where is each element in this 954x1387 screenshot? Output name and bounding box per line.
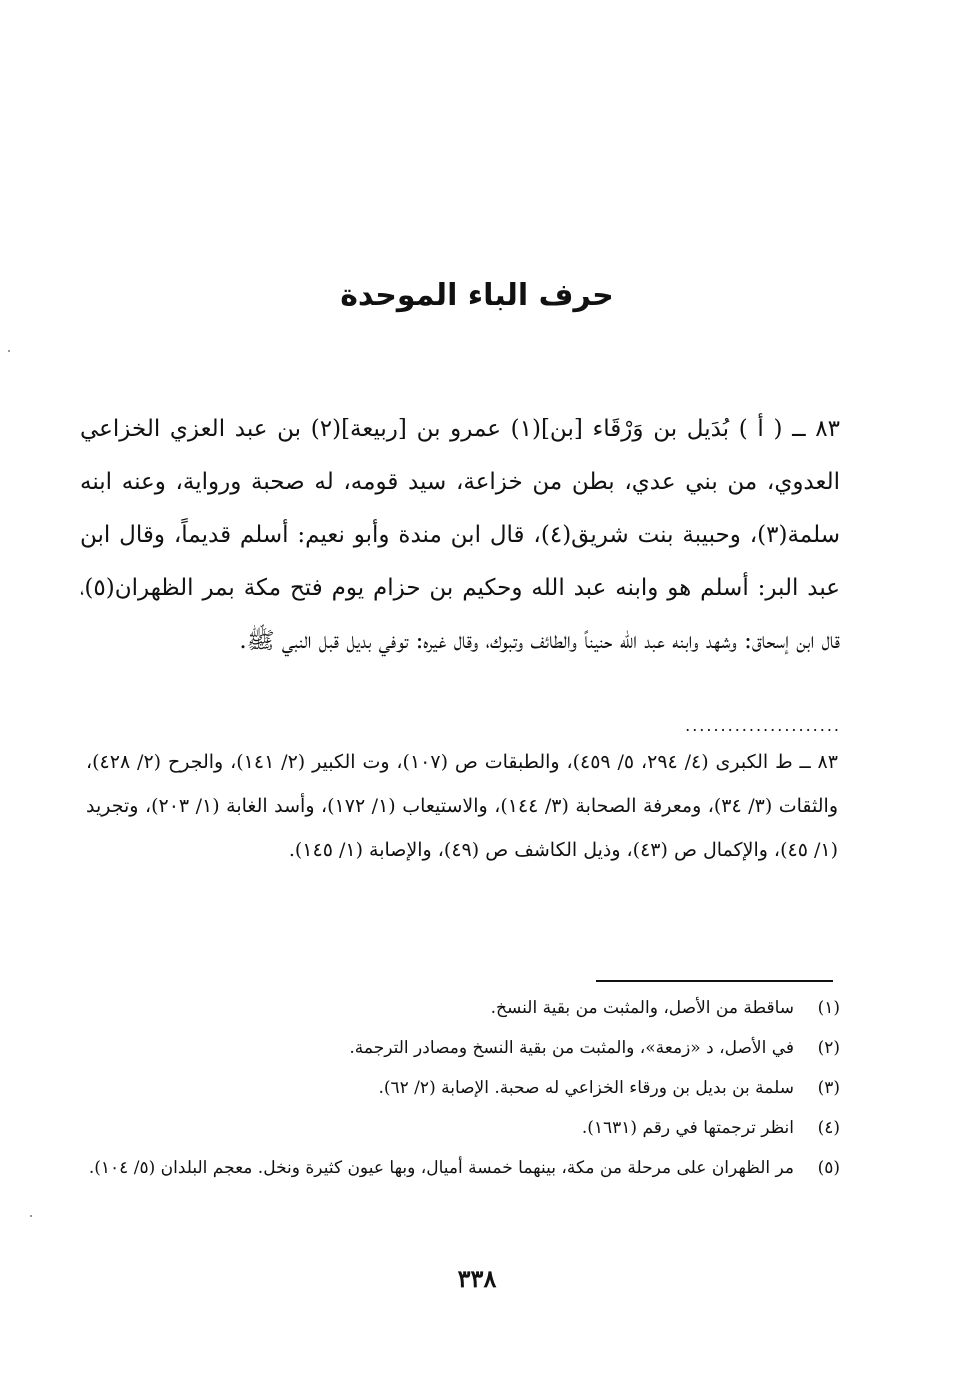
sources-block: [86, 740, 838, 872]
footnote-number: (٢): [817, 1038, 840, 1058]
footnote-text: سلمة بن بديل بن ورقاء الخزاعي له صحبة. الإصابة (٢/ ٦٢).: [378, 1078, 794, 1098]
scan-speck: [8, 350, 10, 352]
biography-entry: [80, 403, 840, 668]
footnote-item: [86, 1148, 840, 1188]
page-number: ٣٣٨: [457, 1264, 497, 1293]
footnote-number: (٣): [817, 1078, 840, 1098]
footnote-item: [86, 1068, 840, 1108]
sources-text: ٨٣ ــ ط الكبرى (٤/ ٢٩٤، ٥/ ٤٥٩)، والطبقات ص (١٠٧)، وت الكبير (٢/ ١٤١)، والجرح (٢/ ٤٢٨)، والثقات (٣/ ٣٤)، ومعرفة الصحابة (٣/ ١٤٤)، والاستيعاب (١/ ١٧٢)، وأسد الغابة (١/ ٢٠٣)، وتجريد (١/ ٤٥)، والإكمال ص (٤٣)، وذيل الكاشف ص (٤٩)، والإصابة (١/ ١٤٥).: [86, 751, 839, 861]
footnote-number: (٥): [817, 1158, 840, 1178]
entry-text: ٨٣ ــ ( أ ) بُدَيل بن وَرْقَاء [بن](١) عمرو بن [ربيعة](٢) بن عبد العزي الخزاعي العدوي، من بني عدي، بطن من خزاعة، سيد قومه، له صحبة ورواية، وعنه ابنه سلمة(٣)، وحبيبة بنت شريق(٤)، قال ابن مندة وأبو نعيم: أسلم قديماً، وقال ابن عبد البر: أسلم هو وابنه عبد الله وحكيم بن حزام يوم فتح مكة بمر الظهران(٥)، قال ابن إسحاق: وشهد وابنه عبد الله حنيناً والطائف وتبوك، وقال غيره: توفي بديل قبل النبي ﷺ.: [80, 416, 840, 654]
footnote-number: (٤): [817, 1118, 840, 1138]
footnote-text: مر الظهران على مرحلة من مكة، بينهما خمسة أميال، وبها عيون كثيرة ونخل. معجم البلدان (٥/ ١٠٤).: [88, 1158, 794, 1178]
footnote-text: ساقطة من الأصل، والمثبت من بقية النسخ.: [490, 998, 794, 1018]
footnote-item: [86, 1108, 840, 1148]
dotted-separator: ......................: [685, 716, 841, 735]
footnotes: [86, 988, 840, 1188]
footnote-text: انظر ترجمتها في رقم (١٦٣١).: [581, 1118, 794, 1138]
footnote-item: [86, 988, 840, 1028]
footnote-separator-line: [596, 980, 833, 982]
footnote-text: في الأصل، د «زمعة»، والمثبت من بقية النسخ ومصادر الترجمة.: [349, 1038, 794, 1058]
footnote-number: (١): [817, 998, 840, 1018]
scan-speck: [30, 1215, 32, 1217]
footnote-item: [86, 1028, 840, 1068]
chapter-title: حرف الباء الموحدة: [340, 278, 614, 313]
